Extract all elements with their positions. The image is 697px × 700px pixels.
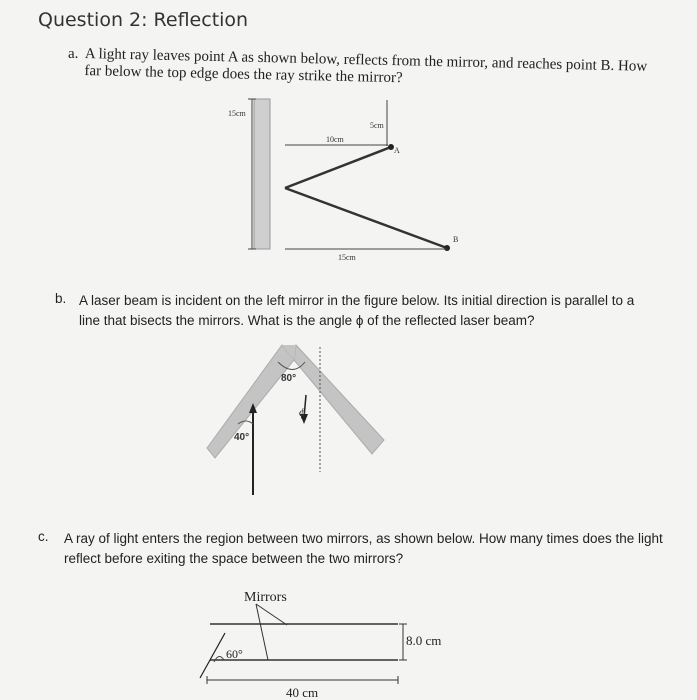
mirror-a [254, 99, 270, 249]
mirrors-label: Mirrors [244, 590, 287, 605]
figure-b [207, 345, 384, 495]
bottom-width-label: 15cm [338, 253, 356, 262]
mirrors-pointer-1 [256, 604, 287, 625]
part-c-label: c. [38, 529, 49, 544]
left-mirror-b [207, 345, 297, 458]
part-b-question: A laser beam is incident on the left mirror in the figure below. Its initial direction is parallel to a line that bisects the mirrors. What is the angle ϕ of the reflected laser beam? [79, 293, 635, 328]
part-b-label: b. [55, 291, 67, 306]
point-b-label: B [453, 235, 459, 244]
figure-c [200, 590, 441, 700]
phi-label: ϕ [299, 405, 306, 419]
reflected-ray [285, 188, 447, 248]
incidence-angle-label: 40° [234, 432, 250, 443]
part-a-label: a. [68, 46, 79, 62]
drop-label: 5cm [370, 121, 384, 130]
figure-a [228, 99, 458, 262]
incident-ray [285, 147, 391, 188]
point-a-label: A [394, 146, 400, 155]
angle-label-c: 60° [226, 647, 243, 661]
incoming-ray-c [200, 633, 225, 678]
page-title: Question 2: Reflection [38, 9, 249, 31]
right-mirror-b [294, 345, 384, 454]
point-b [444, 245, 450, 251]
part-a-question: A light ray leaves point A as shown below, reflects from the mirror, and reaches point B. How far below the top edge does the ray strike the mirror? [84, 46, 648, 87]
height-label: 15cm [228, 109, 246, 118]
mirrors-pointer-2 [256, 604, 268, 660]
apex-angle-label: 80° [281, 373, 297, 384]
length-label: 40 cm [286, 685, 319, 700]
top-width-label: 10cm [326, 135, 344, 144]
part-c-question: A ray of light enters the region between two mirrors, as shown below. How many times does the light reflect before exiting the space between the two mirrors? [64, 531, 663, 566]
gap-label: 8.0 cm [406, 633, 442, 648]
